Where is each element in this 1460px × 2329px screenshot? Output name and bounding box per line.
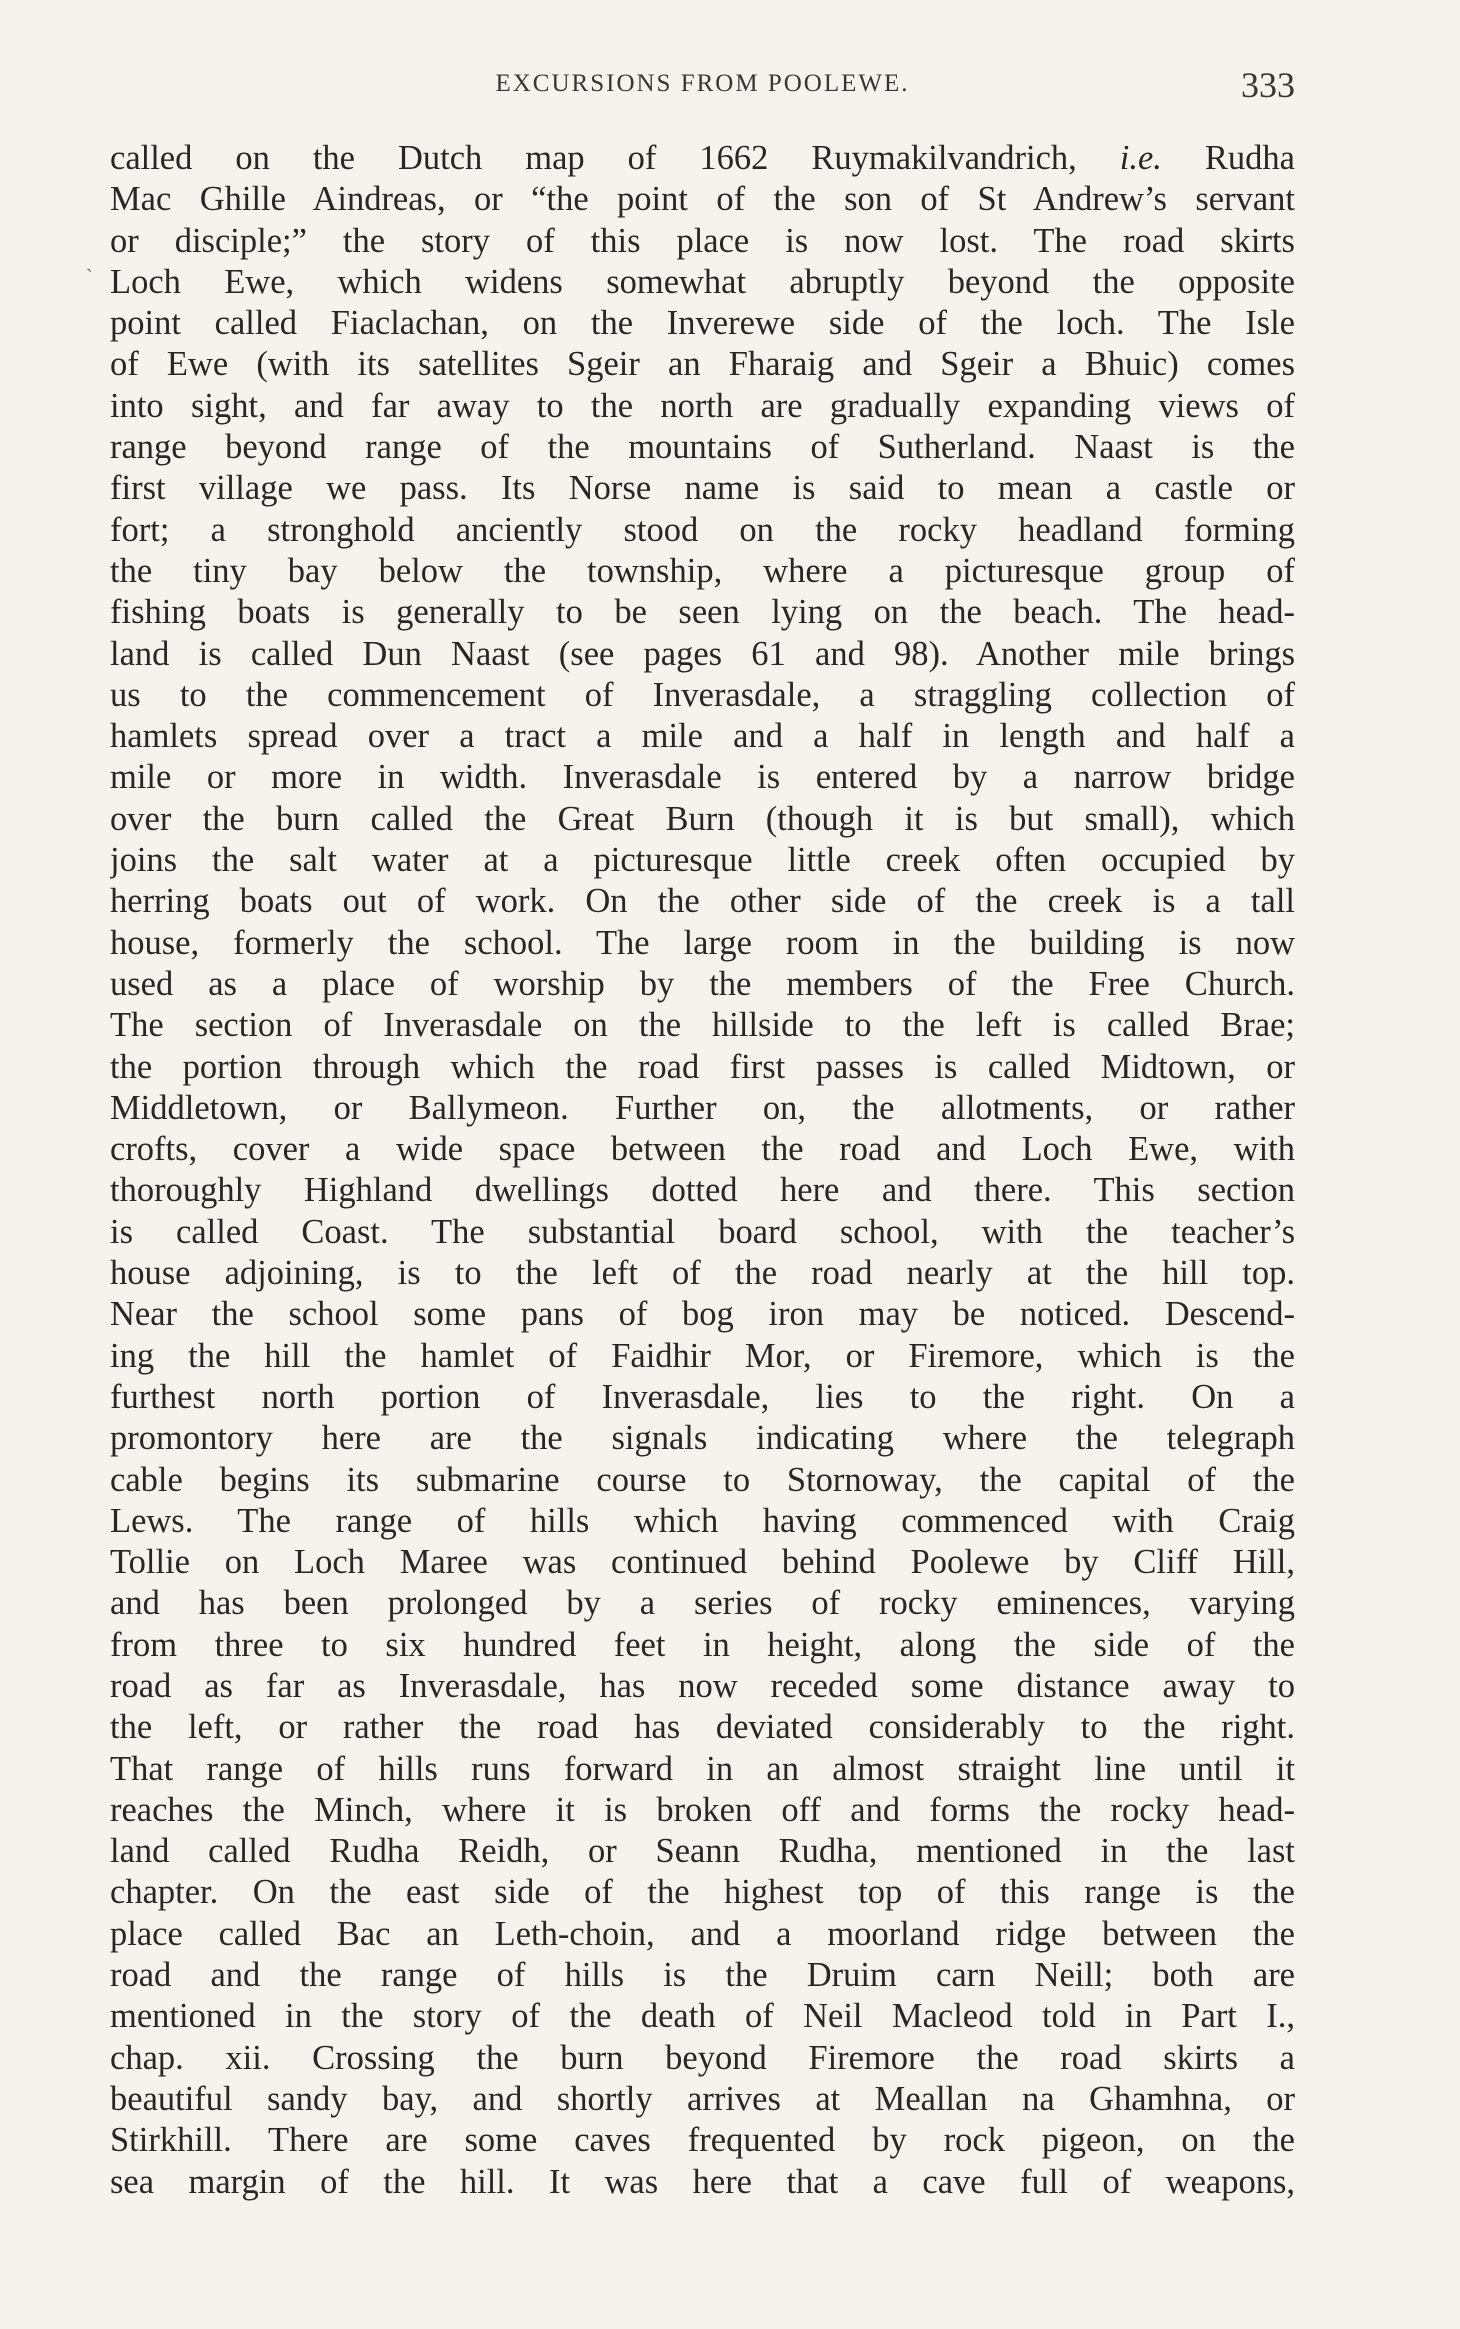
text-line: sea margin of the hill. It was here that a cave full of weapons, [110, 2162, 1295, 2201]
text-line: road as far as Inverasdale, has now receded some distance away to [110, 1666, 1295, 1705]
text-line: fishing boats is generally to be seen lying on the beach. The head- [110, 593, 1295, 632]
text-line: is called Coast. The substantial board school, with the teacher’s [110, 1212, 1295, 1251]
text-line: land called Rudha Reidh, or Seann Rudha, mentioned in the last [110, 1832, 1295, 1871]
text-line: fort; a stronghold anciently stood on the rocky headland forming [110, 510, 1295, 549]
text-line: hamlets spread over a tract a mile and a half in length and half a [110, 717, 1295, 756]
text-line: Lews. The range of hills which having commenced with Craig [110, 1501, 1295, 1540]
text-line: ing the hill the hamlet of Faidhir Mor, or Firemore, which is the [110, 1336, 1295, 1375]
text-line: land is called Dun Naast (see pages 61 and 98). Another mile brings [110, 634, 1295, 673]
text-line: thoroughly Highland dwellings dotted here and there. This section [110, 1171, 1295, 1210]
text-line: called on the Dutch map of 1662 Ruymakilvandrich, i.e. Rudha [110, 139, 1295, 177]
text-line: house adjoining, is to the left of the road nearly at the hill top. [110, 1254, 1295, 1293]
text-line: That range of hills runs forward in an almost straight line until it [110, 1749, 1295, 1788]
text-line: reaches the Minch, where it is broken off and forms the rocky head- [110, 1790, 1295, 1829]
text-line: cable begins its submarine course to Stornoway, the capital of the [110, 1460, 1295, 1499]
text-line: of Ewe (with its satellites Sgeir an Fharaig and Sgeir a Bhuic) comes [110, 345, 1295, 384]
text-line: place called Bac an Leth-choin, and a moorland ridge between the [110, 1914, 1295, 1953]
text-line: joins the salt water at a picturesque little creek often occupied by [110, 841, 1295, 880]
text-line: road and the range of hills is the Druim carn Neill; both are [110, 1956, 1295, 1995]
text-line: us to the commencement of Inverasdale, a straggling collection of [110, 675, 1295, 714]
text-line: Stirkhill. There are some caves frequented by rock pigeon, on the [110, 2121, 1295, 2160]
text-line: mile or more in width. Inverasdale is entered by a narrow bridge [110, 758, 1295, 797]
text-line: beautiful sandy bay, and shortly arrives at Meallan na Ghamhna, or [110, 2079, 1295, 2118]
text-line: promontory here are the signals indicating where the telegraph [110, 1419, 1295, 1458]
text-line: range beyond range of the mountains of Sutherland. Naast is the [110, 428, 1295, 467]
text-line: from three to six hundred feet in height, along the side of the [110, 1625, 1295, 1664]
text-line: and has been prolonged by a series of rocky eminences, varying [110, 1584, 1295, 1623]
text-line: point called Fiaclachan, on the Inverewe side of the loch. The Isle [110, 304, 1295, 343]
text-line: the tiny bay below the township, where a picturesque group of [110, 551, 1295, 590]
page-number: 333 [1241, 65, 1295, 105]
text-line: The section of Inverasdale on the hillside to the left is called Brae; [110, 1006, 1295, 1045]
running-head [110, 60, 1295, 110]
text-line: first village we pass. Its Norse name is said to mean a castle or [110, 469, 1295, 508]
text-line: house, formerly the school. The large room in the building is now [110, 923, 1295, 962]
text-line: Mac Ghille Aindreas, or “the point of the son of St Andrew’s servant [110, 180, 1295, 219]
text-line: crofts, cover a wide space between the road and Loch Ewe, with [110, 1130, 1295, 1169]
text-line: the portion through which the road first passes is called Midtown, or [110, 1047, 1295, 1086]
running-title: EXCURSIONS FROM POOLEWE. [495, 70, 910, 97]
text-line: the left, or rather the road has deviated considerably to the right. [110, 1708, 1295, 1747]
text-line: furthest north portion of Inverasdale, lies to the right. On a [110, 1377, 1295, 1416]
text-line: or disciple;” the story of this place is now lost. The road skirts [110, 221, 1295, 260]
text-line: Near the school some pans of bog iron may be noticed. Descend- [110, 1295, 1295, 1334]
margin-mark: ˋ [86, 266, 93, 288]
text-line: Loch Ewe, which widens somewhat abruptly beyond the opposite [110, 262, 1295, 301]
text-line: Middletown, or Ballymeon. Further on, the allotments, or rather [110, 1088, 1295, 1127]
text-line: mentioned in the story of the death of Neil Macleod told in Part I., [110, 1997, 1295, 2036]
text-line: chap. xii. Crossing the burn beyond Firemore the road skirts a [110, 2038, 1295, 2077]
text-line: Tollie on Loch Maree was continued behind Poolewe by Cliff Hill, [110, 1543, 1295, 1582]
text-line: into sight, and far away to the north are gradually expanding views of [110, 386, 1295, 425]
text-line: chapter. On the east side of the highest top of this range is the [110, 1873, 1295, 1912]
body-text [110, 138, 1295, 2203]
text-line: over the burn called the Great Burn (though it is but small), which [110, 799, 1295, 838]
text-line: used as a place of worship by the members of the Free Church. [110, 964, 1295, 1003]
text-line: herring boats out of work. On the other side of the creek is a tall [110, 882, 1295, 921]
